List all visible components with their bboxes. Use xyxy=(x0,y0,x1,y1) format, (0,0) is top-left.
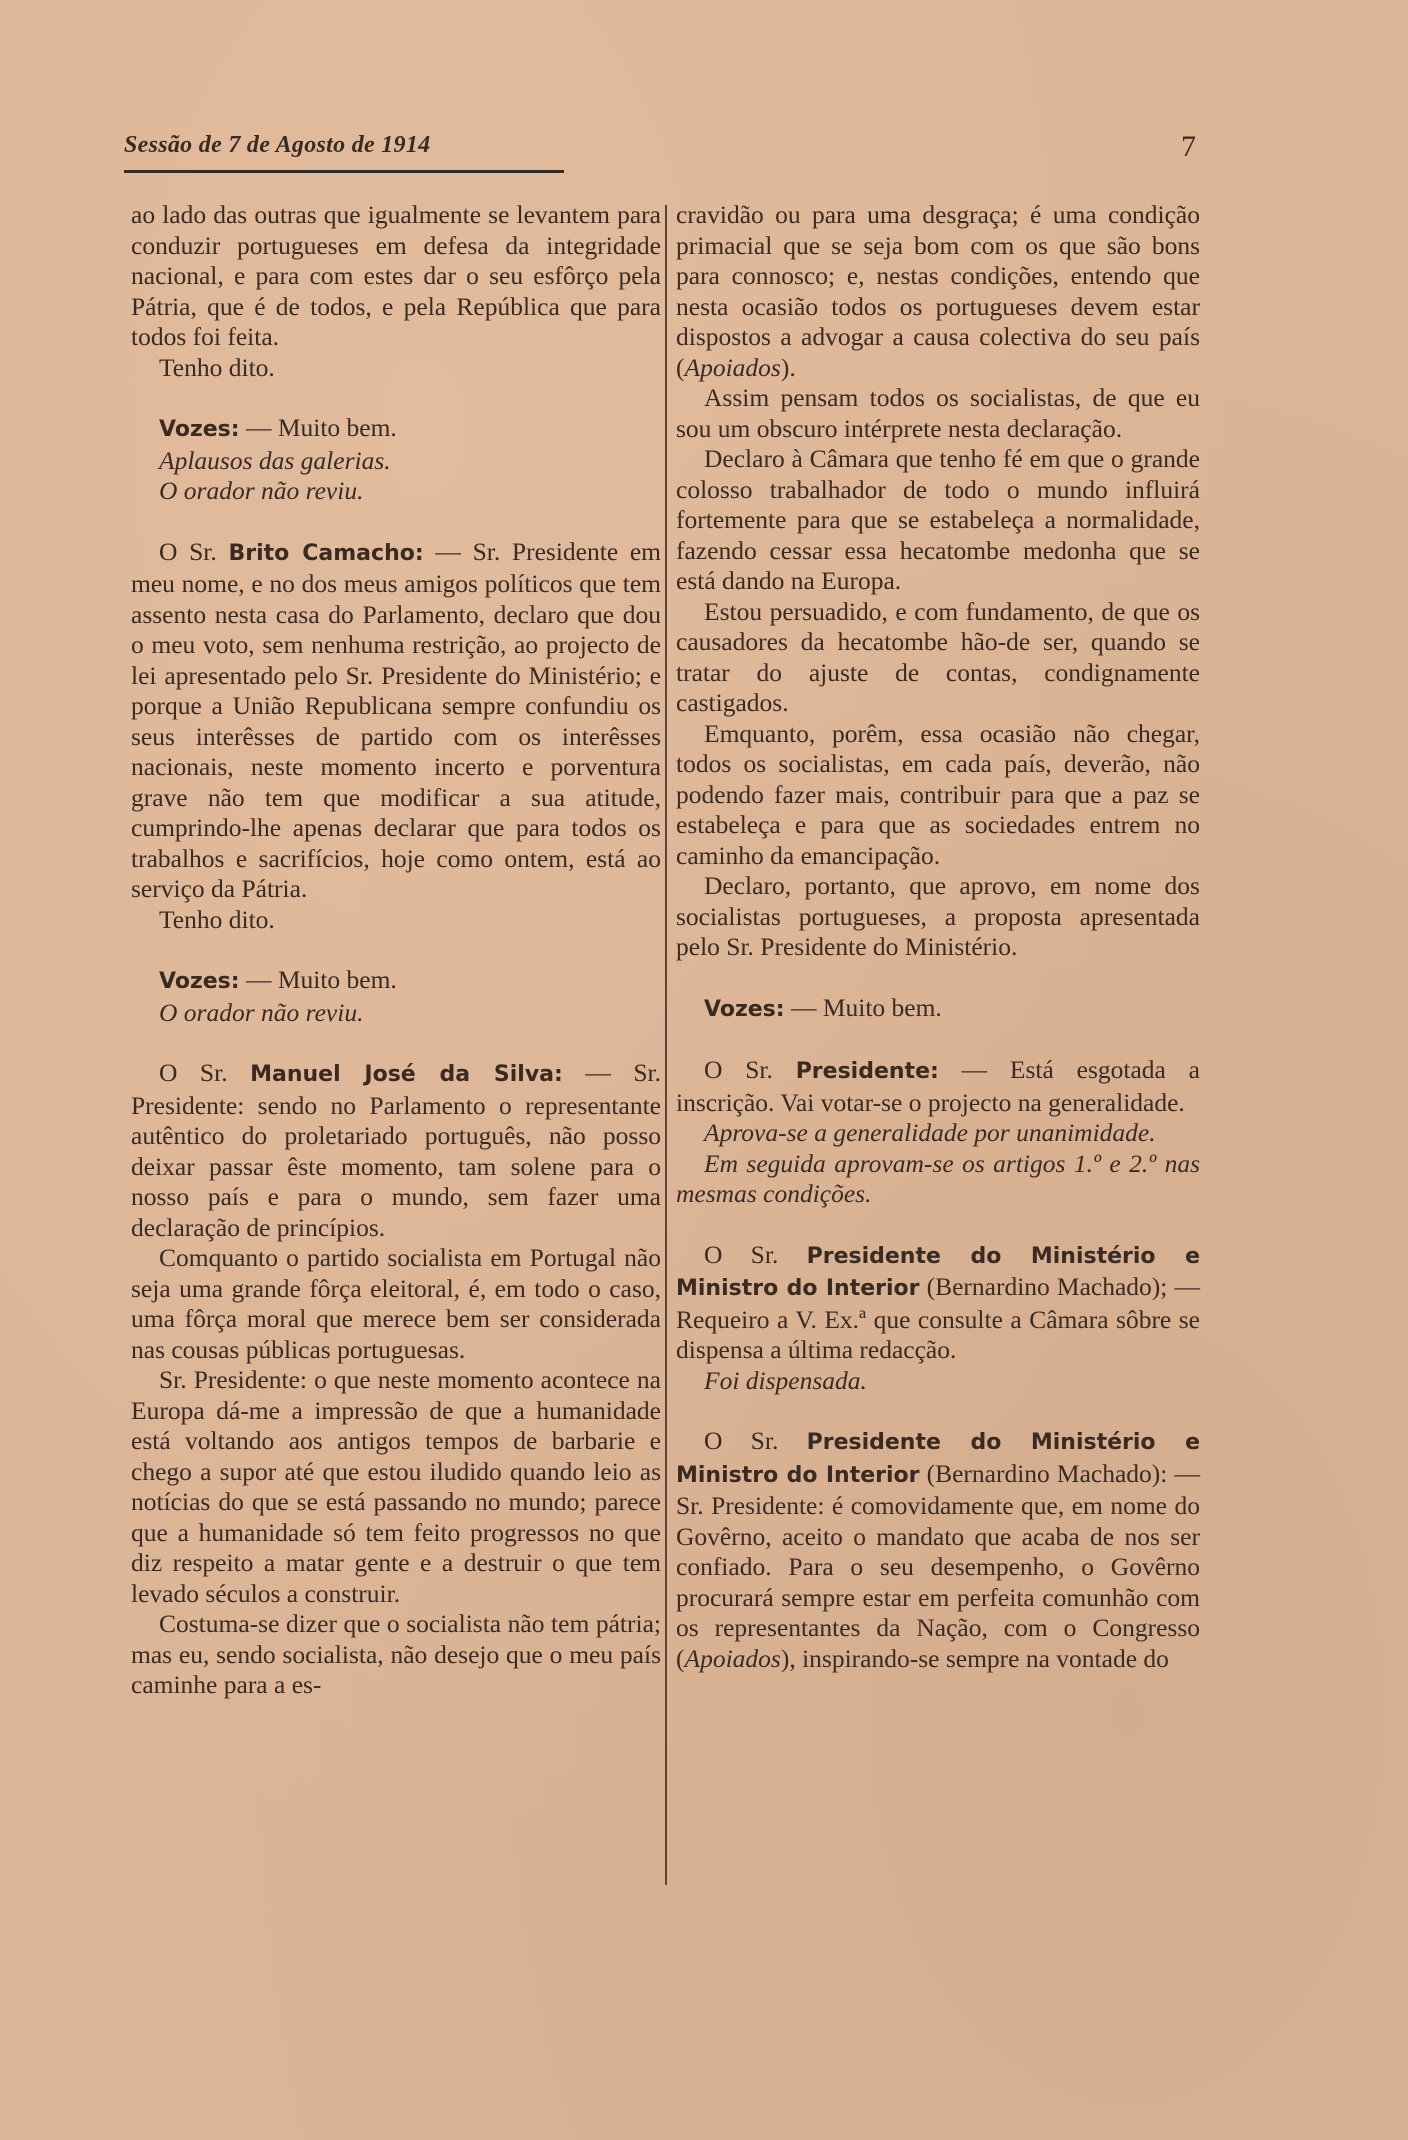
speech-text: — Muito bem. xyxy=(784,992,942,1022)
speech-text: — Está esgotada a inscrição. Vai votar-se o projecto na generalidade. xyxy=(676,1055,1200,1117)
speaker-name: Presidente do Ministério e Ministro do Interior xyxy=(676,1430,1200,1488)
speaker-line xyxy=(131,537,661,905)
paragraph: Costuma-se dizer que o socialista não tem pátria; mas eu, sendo socialista, não desejo que o meu país caminhe para a es- xyxy=(131,1609,661,1699)
speech-text: — Muito bem. xyxy=(239,413,397,442)
paragraph: Tenho dito. xyxy=(159,904,275,934)
speech-prefix: O Sr. xyxy=(159,536,229,566)
paragraph: Estou persuadido, e com fundamento, de que os causadores da hecatombe hão-de ser, quando se tratar do ajuste de contas, condignamente castigados. xyxy=(676,596,1200,717)
paragraph: ao lado das outras que igualmente se levantem para conduzir portugueses em defesa da integridade nacional, e para com estes dar o seu esfôrço pela Pátria, que é de todos, e pela República que para todos foi feita. xyxy=(131,200,661,351)
paragraph: Assim pensam todos os socialistas, de que eu sou um obscuro intérprete nesta declaração. xyxy=(676,383,1200,443)
paragraph: Comquanto o partido socialista em Portugal não seja uma grande fôrça eleitoral, é, em todo o caso, uma fôrça moral que merece bem ser considerada nas cousas públicas portuguesas. xyxy=(131,1243,661,1364)
paragraph xyxy=(676,200,1200,383)
stage-direction: O orador não reviu. xyxy=(159,997,364,1027)
stage-direction: Foi dispensada. xyxy=(704,1365,867,1395)
speech-prefix: O Sr. xyxy=(159,1058,251,1087)
paragraph: Declaro à Câmara que tenho fé em que o grande colosso trabalhador de todo o mundo influirá fortemente para que se estabeleça a normalidade, fazendo cessar essa hecatombe medonha que se está dando na Europa. xyxy=(676,444,1200,595)
page-header xyxy=(124,128,1196,172)
column-divider xyxy=(665,205,667,1885)
speech-text: — Muito bem. xyxy=(239,965,397,994)
paragraph-text: cravidão ou para uma desgraça; é uma condição primacial que se seja bom com os que são bons para connosco; e, nestas condições, entendo que nesta ocasião todos os portugueses devem estar dispostos a advogar a causa colectiva do seu país ( xyxy=(676,200,1200,382)
speech-text: (Bernardino Machado): — Sr. Presidente: é comovidamente que, em nome do Govêrno, aceito o mandato que acaba de nos ser confiado. Para o seu desempenho, o Govêrno procurará sempre estar em perfeita comunhão com os representantes da Nação, com o Congresso ( xyxy=(676,1458,1200,1673)
paragraph: Emquanto, porêm, essa ocasião não chegar, todos os socialistas, em cada país, deverão, não podendo fazer mais, contribuir para que a paz se estabeleça e para que as sociedades entrem no caminho da emancipação. xyxy=(676,718,1200,870)
right-column xyxy=(676,200,1200,1674)
stage-direction: O orador não reviu. xyxy=(159,476,364,505)
speaker-name: Presidente: xyxy=(795,1059,939,1084)
speaker-line xyxy=(676,993,1200,1026)
aside: Apoiados xyxy=(684,1643,781,1673)
speech-text: ), inspirando-se sempre na vontade do xyxy=(780,1643,1169,1673)
speaker-name: Brito Camacho: xyxy=(228,540,424,566)
speech-text: (Bernardino Machado); — Requeiro a V. Ex.ª que consulte a Câmara sôbre se dispensa a última redacção. xyxy=(676,1272,1200,1364)
aside: Apoiados xyxy=(684,352,781,382)
page-number: 7 xyxy=(1181,130,1196,163)
speech-text: — Sr. Presidente: sendo no Parlamento o representante autêntico do proletariado português, não posso deixar passar êste momento, tam solene para o nosso país e para o mundo, sem fazer uma declaração de princípios. xyxy=(131,1058,661,1242)
speaker-name: Vozes: xyxy=(159,969,240,994)
speaker-line xyxy=(676,1426,1200,1674)
speaker-name: Vozes: xyxy=(704,996,785,1022)
speech-prefix: O Sr. xyxy=(704,1426,807,1455)
header-rule xyxy=(124,170,564,173)
speech-text: — Sr. Presidente em meu nome, e no dos meus amigos políticos que tem assento nesta casa do Parlamento, declaro que dou o meu voto, sem nenhuma restrição, ao projecto de lei apresentado pelo Sr. Presidente do Ministério; e porque a União Republicana sempre confundiu os seus interêsses de partido com os interêsses nacionais, neste momento incerto e porventura grave não tem que modificar a sua atitude, cumprindo-lhe apenas declarar que para todos os trabalhos e sacrifícios, hoje como ontem, está ao serviço da Pátria. xyxy=(131,536,662,903)
speaker-line xyxy=(676,1055,1200,1118)
speaker-line xyxy=(131,413,661,446)
running-head: Sessão de 7 de Agosto de 1914 xyxy=(124,132,431,158)
speech-prefix: O Sr. xyxy=(704,1239,807,1269)
speaker-line xyxy=(676,1240,1200,1366)
paragraph-text: ). xyxy=(780,352,796,382)
stage-direction: Em seguida aprovam-se os artigos 1.º e 2.º nas mesmas condições. xyxy=(676,1148,1200,1208)
paragraph: Declaro, portanto, que aprovo, em nome dos socialistas portugueses, a proposta apresentada pelo Sr. Presidente do Ministério. xyxy=(676,871,1200,961)
stage-direction: Aprova-se a generalidade por unanimidade. xyxy=(704,1118,1156,1147)
paragraph: Tenho dito. xyxy=(159,352,275,382)
speaker-name: Manuel José da Silva: xyxy=(250,1062,563,1087)
speaker-line xyxy=(131,965,661,998)
speaker-name: Presidente do Ministério e Ministro do Interior xyxy=(676,1243,1200,1301)
speech-prefix: O Sr. xyxy=(704,1055,796,1084)
stage-direction: Aplausos das galerias. xyxy=(159,445,391,475)
paragraph: Sr. Presidente: o que neste momento acontece na Europa dá-me a impressão de que a humanidade está voltando aos antigos tempos de barbarie e chego a supor até que estou iludido quando leio as notícias do que se está passando no mundo; parece que a humanidade só tem feito progressos no que diz respeito a matar gente e a destruir o que tem levado séculos a construir. xyxy=(131,1365,661,1608)
speaker-line xyxy=(131,1058,661,1243)
left-column xyxy=(131,200,661,1701)
speaker-name: Vozes: xyxy=(159,417,240,442)
